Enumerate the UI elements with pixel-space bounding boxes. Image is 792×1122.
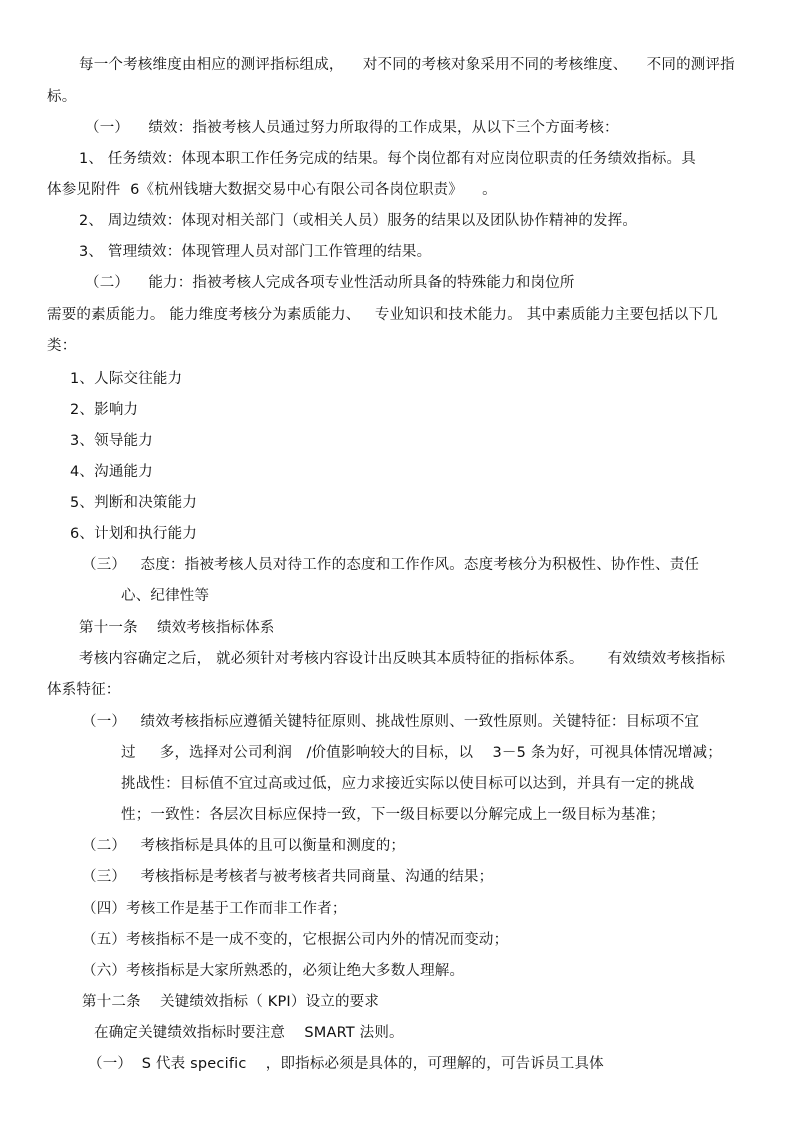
paragraph-line: 考核内容确定之后， 就必须针对考核内容设计出反映其本质特征的指标体系。 有效绩效考核指标: [79, 651, 726, 667]
paragraph-line: 体系特征：: [47, 682, 121, 698]
list-item: 2、影响力: [70, 402, 139, 418]
list-item: （五）考核指标不是一成不变的，它根据公司内外的情况而变动；: [82, 932, 509, 948]
list-item: 2、 周边绩效：体现对相关部门（或相关人员）服务的结果以及团队协作精神的发挥。: [79, 213, 638, 229]
paragraph-line: 心、纪律性等: [121, 588, 210, 604]
paragraph-line: 挑战性：目标值不宜过高或过低，应力求接近实际以使目标可以达到，并具有一定的挑战: [121, 776, 695, 792]
article-heading: 第十二条 关键绩效指标（ KPI）设立的要求: [82, 994, 380, 1010]
paragraph-line: 类：: [47, 338, 77, 354]
section-heading: （三） 态度：指被考核人员对待工作的态度和工作作风。态度考核分为积极性、协作性、责任: [82, 557, 700, 573]
list-item: （四）考核工作是基于工作而非工作者；: [82, 901, 347, 917]
list-item: 4、沟通能力: [70, 464, 153, 480]
paragraph-line: 性；一致性：各层次目标应保持一致，下一级目标要以分解完成上一级目标为基准；: [121, 807, 665, 823]
list-item: 3、 管理绩效：体现管理人员对部门工作管理的结果。: [79, 244, 432, 260]
list-item: （一） S 代表 specific ，即指标必须是具体的，可理解的，可告诉员工具体: [88, 1056, 604, 1072]
section-heading: （二） 能力：指被考核人完成各项专业性活动所具备的特殊能力和岗位所: [85, 275, 575, 291]
list-item: 5、判断和决策能力: [70, 495, 198, 511]
list-item: 6、计划和执行能力: [70, 526, 198, 542]
paragraph-line: 体参见附件 6《杭州钱塘大数据交易中心有限公司各岗位职责》 。: [47, 182, 497, 198]
list-item: 3、领导能力: [70, 433, 153, 449]
paragraph-line: 过 多，选择对公司利润 /价值影响较大的目标，以 3－5 条为好，可视具体情况增减；: [121, 745, 722, 761]
list-item: （一） 绩效考核指标应遵循关键特征原则、挑战性原则、一致性原则。关键特征：目标项不宜: [82, 714, 700, 730]
paragraph-line: 需要的素质能力。 能力维度考核分为素质能力、 专业知识和技术能力。 其中素质能力主要包括以下几: [47, 307, 718, 323]
section-heading: （一） 绩效：指被考核人员通过努力所取得的工作成果，从以下三个方面考核：: [85, 120, 619, 136]
list-item: （三） 考核指标是考核者与被考核者共同商量、沟通的结果；: [82, 869, 494, 885]
article-heading: 第十一条 绩效考核指标体系: [79, 620, 275, 636]
list-item: 1、 任务绩效：体现本职工作任务完成的结果。每个岗位都有对应岗位职责的任务绩效指标。具: [79, 151, 696, 167]
paragraph-line: 在确定关键绩效指标时要注意 SMART 法则。: [94, 1025, 404, 1041]
list-item: 1、人际交往能力: [70, 371, 183, 387]
list-item: （六）考核指标是大家所熟悉的，必须让绝大多数人理解。: [82, 963, 465, 979]
list-item: （二） 考核指标是具体的且可以衡量和测度的；: [82, 838, 406, 854]
paragraph-line: 标。: [47, 89, 77, 105]
paragraph-line: 每一个考核维度由相应的测评指标组成， 对不同的考核对象采用不同的考核维度、 不同的测评指: [79, 57, 735, 73]
